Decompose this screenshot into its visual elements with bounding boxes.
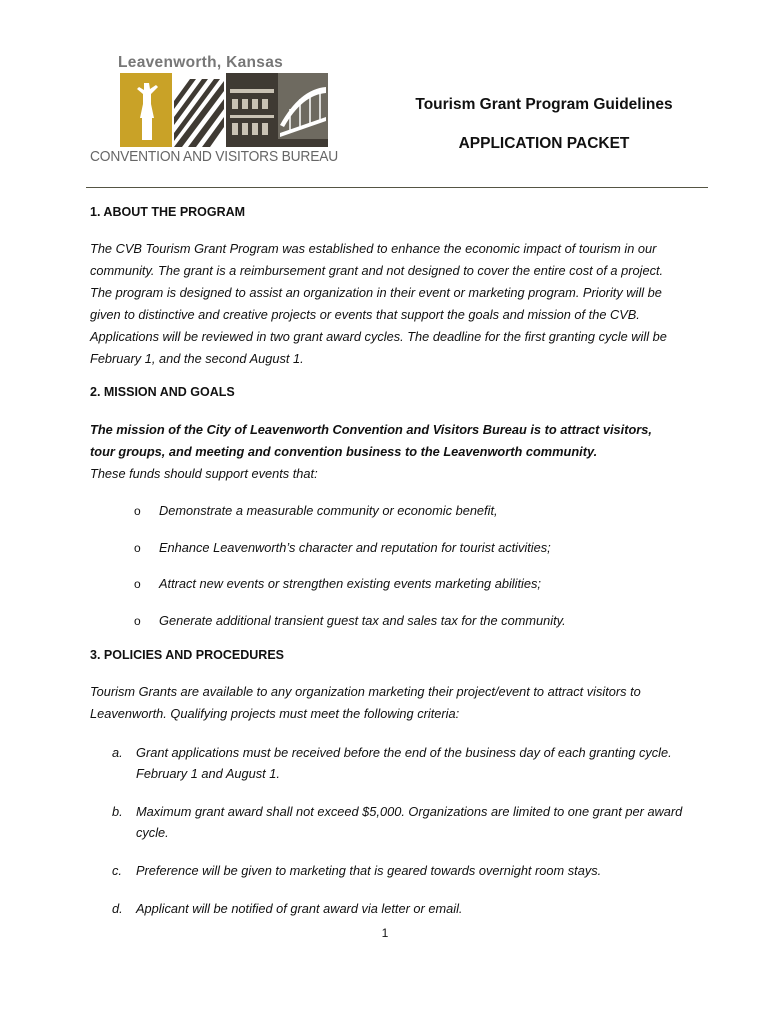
section-heading-mission: 2. MISSION AND GOALS [90,385,235,399]
mission-intro: These funds should support events that: [90,466,318,481]
criteria-marker: b. [112,804,123,819]
list-item [134,613,566,628]
logo-title: Leavenworth, Kansas [118,54,284,71]
criteria-item [112,898,692,919]
list-item-text: Demonstrate a measurable community or economic benefit, [159,503,498,518]
criteria-item [112,860,692,881]
bullet-marker: o [134,504,141,518]
criteria-text: Applicant will be notified of grant award via letter or email. [136,901,463,916]
criteria-item [112,801,692,843]
criteria-text: Grant applications must be received before the end of the business day of each granting cycle. February 1 and August 1. [136,745,672,781]
header-divider [86,187,708,188]
list-item-text: Attract new events or strengthen existing events marketing abilities; [159,576,541,591]
mission-statement: The mission of the City of Leavenworth Convention and Visitors Bureau is to attract visitors, tour groups, and meeting and convention business to the Leavenworth community. [90,422,652,459]
policies-paragraph: Tourism Grants are available to any organization marketing their project/event to attract visitors to Leavenworth. Qualifying projects must meet the following criteria: [90,684,641,721]
mission-paragraph [90,419,680,485]
document-title: Tourism Grant Program Guidelines [415,96,673,113]
criteria-marker: a. [112,745,123,760]
document-subtitle: APPLICATION PACKET [458,135,630,152]
criteria-marker: c. [112,863,122,878]
criteria-text: Preference will be given to marketing that is geared towards overnight room stays. [136,863,602,878]
criteria-item [112,742,692,784]
section-heading-about: 1. ABOUT THE PROGRAM [90,205,246,219]
logo-subtitle: CONVENTION AND VISITORS BUREAU [90,148,339,165]
criteria-marker: d. [112,901,123,916]
list-item-text: Enhance Leavenworth’s character and reputation for tourist activities; [159,540,551,555]
bullet-marker: o [134,614,141,628]
cvb-logo [88,52,358,170]
list-item [134,540,551,555]
page-number: 1 [381,926,389,940]
list-item [134,503,498,518]
list-item-text: Generate additional transient guest tax and sales tax for the community. [159,613,566,628]
bullet-marker: o [134,577,141,591]
logo-artwork-icon [120,73,328,147]
criteria-text: Maximum grant award shall not exceed $5,000. Organizations are limited to one grant per award cycle. [136,804,683,840]
bullet-marker: o [134,541,141,555]
list-item [134,576,541,591]
about-paragraph: The CVB Tourism Grant Program was established to enhance the economic impact of tourism in our community. The grant is a reimbursement grant and not designed to cover the entire cost of a project. The program is designed to assist an organization in their event or marketing program. Priority will be given to distinctive and creative projects or events that support the goals and mission of the CVB. Applications will be reviewed in two grant award cycles. The deadline for the first granting cycle will be February 1, and the second August 1. [90,241,667,366]
section-heading-policies: 3. POLICIES AND PROCEDURES [90,648,285,662]
